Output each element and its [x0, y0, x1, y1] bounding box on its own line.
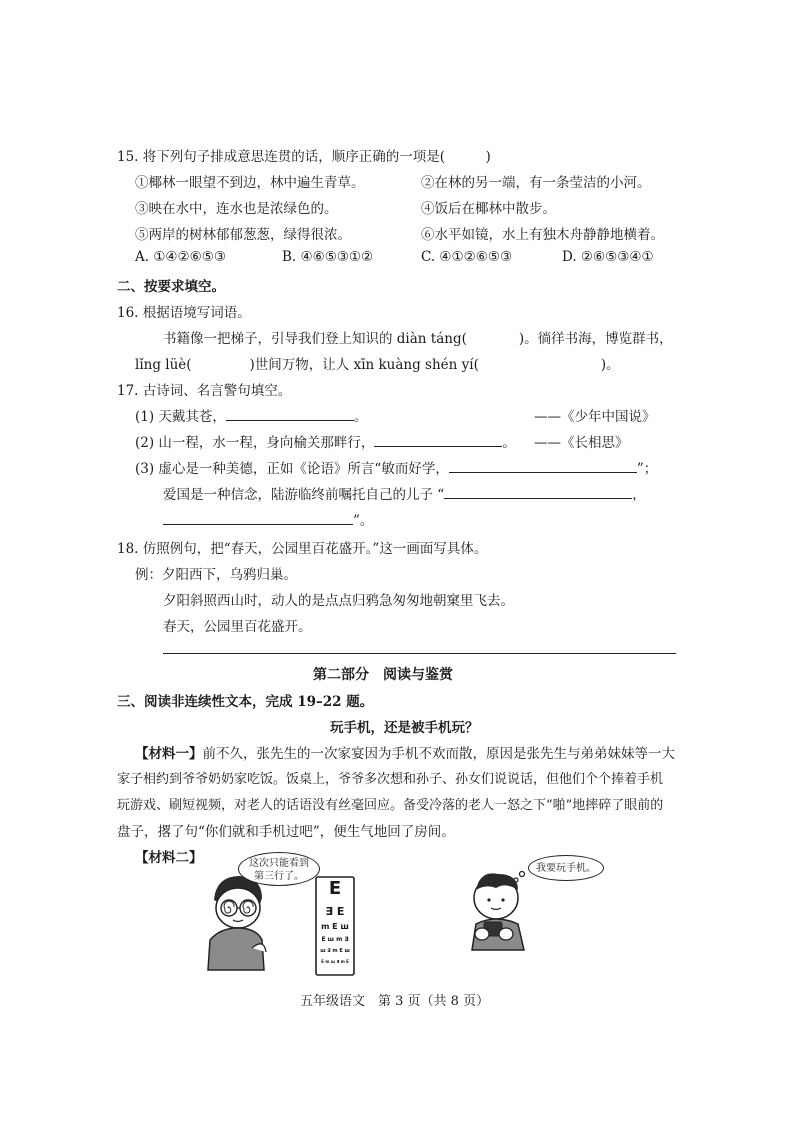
q15-sentence-1: ①椰林一眼望不到边，林中遍生青草。: [135, 175, 365, 191]
q16-line-2: [135, 353, 620, 373]
q15-option-a: A. ①④②⑥⑤③: [135, 249, 226, 265]
q15-option-b: B. ④⑥⑤③①②: [282, 249, 374, 265]
q17-part-3b-text: 爱国是一种信念，陆游临终前嘱托自己的儿子 “: [163, 487, 445, 503]
eye-chart: [316, 880, 354, 964]
q17-part-2: [135, 431, 516, 451]
answer-blank[interactable]: [163, 511, 353, 525]
q17-part-3-text: (3) 虚心是一种美德，正如《论语》所言“敏而好学，: [135, 461, 449, 477]
left-speech-bubble: [238, 852, 320, 886]
q17-part-3b-end: ，: [632, 487, 646, 503]
answer-blank[interactable]: [444, 485, 632, 499]
q15-sentence-2: ②在林的另一端，有一条莹洁的小河。: [421, 175, 651, 191]
material-1-text: 前不久，张先生的一次家宴因为手机不欢而散，原因是张先生与弟弟妹妹等一大: [202, 746, 675, 762]
q17-part-3-end: ”；: [636, 461, 658, 477]
eye-chart-row-2: ∃ E: [325, 905, 345, 918]
answer-blank[interactable]: [226, 407, 354, 421]
eye-chart-row-5: ш ∃ m E ш: [320, 948, 350, 954]
left-bubble-line-1: 这次只能看到: [249, 858, 309, 869]
q16-line-2-b: )世间万物，让人 xīn kuàng shén yí(: [249, 357, 479, 373]
material-1-line-4: 盘子，撂了句“你们就和手机过吧”，便生气地回了房间。: [117, 824, 455, 840]
answer-blank[interactable]: [449, 459, 637, 473]
q17-part-3c-end: ”。: [353, 513, 374, 529]
cartoon-right: [462, 852, 622, 952]
material-1-line-2: 家子相约到爷爷奶奶家吃饭。饭桌上，爷爷多次想和孙子、孙女们说说话，但他们个个捧着手机: [117, 772, 664, 787]
q17-stem: 17. 古诗词、名言警句填空。: [117, 383, 292, 399]
material-1-label: 【材料一】: [135, 746, 203, 762]
q15-sentence-5: ⑤两岸的树林郁郁葱葱，绿得很浓。: [135, 227, 351, 243]
eye-chart-row-1: E: [328, 878, 342, 899]
q17-part-1-source: ——《少年中国说》: [534, 409, 656, 425]
part-2-heading: 第二部分 阅读与鉴赏: [313, 667, 453, 683]
section-3-heading: 三、阅读非连续性文本，完成 19–22 题。: [117, 694, 374, 710]
q16-line-2-c: )。: [600, 357, 620, 373]
q15-stem: 15. 将下列句子排成意思连贯的话，顺序正确的一项是( ): [117, 149, 491, 165]
q15-sentence-6: ⑥水平如镜，水上有独木舟静静地横着。: [421, 227, 664, 243]
q15-option-d: D. ②⑥⑤③④①: [562, 249, 654, 265]
q17-part-2-source: ——《长相思》: [534, 435, 629, 451]
q18-task: 春天，公园里百花盛开。: [163, 619, 312, 635]
q17-part-2-end: 。: [502, 435, 516, 451]
q15-sentence-4: ④饭后在椰林中散步。: [421, 201, 556, 217]
q18-example: 例：夕阳西下，乌鸦归巢。: [135, 567, 297, 583]
material-2-label: 【材料二】: [135, 850, 203, 866]
q16-stem: 16. 根据语境写词语。: [117, 305, 251, 321]
q17-part-3: [135, 457, 657, 477]
q17-part-3c: [163, 509, 373, 529]
eye-chart-row-6: E m ш ∃ m E: [321, 959, 349, 964]
left-bubble-line-2: 第三行了。: [254, 871, 304, 882]
right-speech-bubble: [528, 855, 604, 881]
q15-sentence-3: ③映在水中，连水也是浓绿色的。: [135, 201, 338, 217]
section-2-heading: 二、按要求填空。: [117, 279, 225, 295]
q16-line-1: [163, 327, 673, 347]
article-title: 玩手机，还是被手机玩？: [330, 720, 479, 736]
q17-part-1-end: 。: [353, 409, 368, 425]
q17-part-1: [135, 405, 367, 425]
right-bubble-text: 我要玩手机。: [536, 863, 596, 874]
q17-part-2-text: (2) 山一程，水一程，身向榆关那畔行，: [135, 435, 375, 451]
eye-chart-row-4: E ш m ∃: [321, 936, 349, 943]
q18-stem: 18. 仿照例句，把“春天，公园里百花盛开。”这一画面写具体。: [117, 541, 488, 557]
q18-answer-line[interactable]: [163, 653, 676, 654]
q16-line-1-end: )。徜徉书海，博览群书，: [518, 331, 673, 347]
material-1-line-3: 玩游戏、刷短视频，对老人的话语没有丝毫回应。备受冷落的老人一怒之下“啪”地摔碎了眼前的: [117, 798, 664, 813]
q17-part-3b: [163, 483, 646, 503]
q18-example-detail: 夕阳斜照西山时，动人的是点点归鸦急匆匆地朝窠里飞去。: [163, 593, 514, 609]
page-footer: 五年级语文 第 3 页（共 8 页）: [300, 994, 490, 1009]
material-1-line-1: [135, 742, 675, 762]
answer-blank[interactable]: [374, 433, 502, 447]
q17-part-1-text: (1) 天戴其苍，: [135, 409, 226, 425]
q16-line-2-a: lǐng lüè(: [135, 357, 192, 373]
eye-chart-row-3: m E ш: [321, 922, 349, 931]
q15-option-c: C. ④①②⑥⑤③: [421, 249, 513, 265]
q16-line-1-start: 书籍像一把梯子，引导我们登上知识的 diàn táng(: [163, 331, 467, 347]
cartoon-left: [200, 852, 380, 977]
